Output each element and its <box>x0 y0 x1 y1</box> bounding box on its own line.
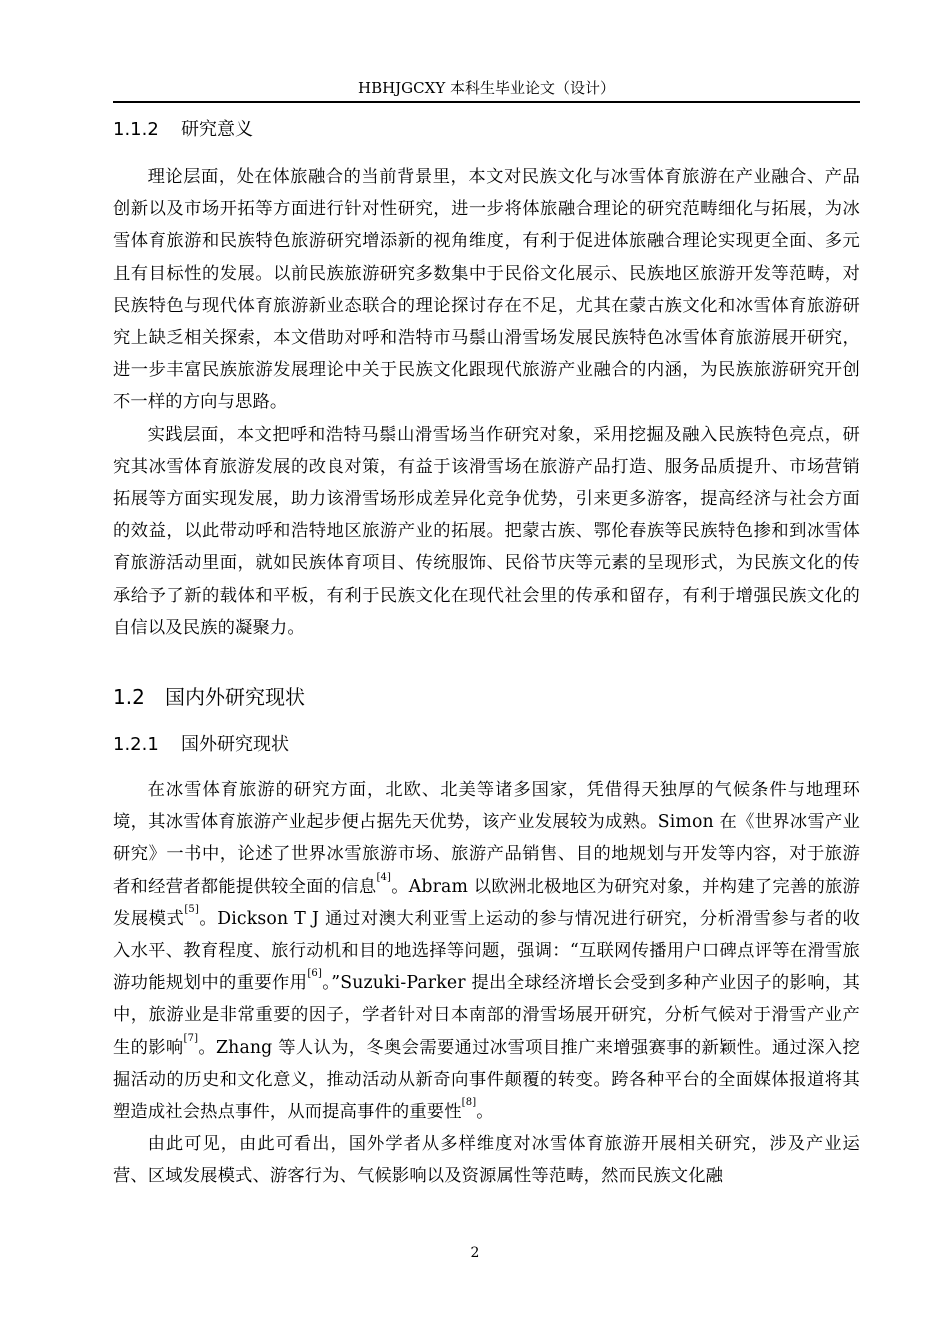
section-heading-1-2-1 <box>113 731 860 759</box>
text-run: 。Zhang 等人认为，冬奥会需要通过冰雪项目推广来增强赛事的新颖性。通过深入挖掘活动的历史和文化意义，推动活动从新奇向事件颠覆的转变。跨各种平台的全面媒体报道将其塑造成社会热点事件，从而提高事件的重要性 <box>113 1037 860 1123</box>
section-title: 国外研究现状 <box>181 734 289 756</box>
page-header: HBHJGCXY 本科生毕业论文（设计） <box>357 79 615 97</box>
citation: [4] <box>376 871 392 883</box>
paragraph: 由此可见，由此可看出，国外学者从多样维度对冰雪体育旅游开展相关研究，涉及产业运营、区域发展模式、游客行为、气候影响以及资源属性等范畴，然而民族文化融 <box>113 1134 860 1187</box>
citation: [7] <box>183 1032 199 1044</box>
text-run: 。Dickson T J 通过对澳大利亚雪上运动的参与情况进行研究，分析滑雪参与者的收入水平、教育程度、旅行动机和目的地选择等问题，强调：“互联网传播用户口碑点评等在滑雪旅游功能规划中的重要作用 <box>113 908 860 994</box>
header-rule <box>113 101 860 103</box>
text-run: 。”Suzuki-Parker 提出全球经济增长会受到多种产业因子的影响，其中，旅游业是非常重要的因子，学者针对日本南部的滑雪场展开研究，分析气候对于滑雪产业产生的影响 <box>113 973 860 1058</box>
citation: [6] <box>307 968 322 980</box>
paragraph <box>113 774 860 1128</box>
citation: [5] <box>184 903 199 915</box>
section-title: 国内外研究现状 <box>165 685 305 710</box>
section-heading-1-2 <box>113 682 860 712</box>
section-heading-1-1-2 <box>113 116 860 144</box>
section-title: 研究意义 <box>181 119 253 140</box>
section-number: 1.2.1 <box>113 734 159 756</box>
paragraph: 理论层面，处在体旅融合的当前背景里，本文对民族文化与冰雪体育旅游在产业融合、产品创新以及市场开拓等方面进行针对性研究，进一步将体旅融合理论的研究范畴细化与拓展，为冰雪体育旅游和民族特色旅游研究增添新的视角维度，有利于促进体旅融合理论实现更全面、多元且有目标性的发展。以前民族旅游研究多数集中于民俗文化展示、民族地区旅游开发等范畴，对民族特色与现代体育旅游新业态联合的理论探讨存在不足，尤其在蒙古族文化和冰雪体育旅游研究上缺乏相关探索，本文借助对呼和浩特市马鬃山滑雪场发展民族特色冰雪体育旅游展开研究，进一步丰富民族旅游发展理论中关于民族文化跟现代旅游产业融合的内涵，为民族旅游研究开创不一样的方向与思路。 <box>113 167 860 413</box>
citation: [8] <box>461 1097 477 1109</box>
page-number: 2 <box>470 1245 480 1261</box>
text-run: 。Abram 以欧洲北极地区为研究对象，并构建了完善的旅游发展模式 <box>113 876 860 929</box>
section-number: 1.2 <box>113 685 145 710</box>
text-run: 在冰雪体育旅游的研究方面，北欧、北美等诸多国家，凭借得天独厚的气候条件与地理环境，其冰雪体育旅游产业起步便占据先天优势，该产业发展较为成熟。Simon 在《世界冰雪产业研究》一书中，论述了世界冰雪旅游市场、旅游产品销售、目的地规划与开发等内容，对于旅游者和经营者都能提供较全面的信息 <box>113 780 860 897</box>
paragraph: 实践层面，本文把呼和浩特马鬃山滑雪场当作研究对象，采用挖掘及融入民族特色亮点，研究其冰雪体育旅游发展的改良对策，有益于该滑雪场在旅游产品打造、服务品质提升、市场营销拓展等方面实现发展，助力该滑雪场形成差异化竞争优势，引来更多游客，提高经济与社会方面的效益，以此带动呼和浩特地区旅游产业的拓展。把蒙古族、鄂伦春族等民族特色掺和到冰雪体育旅游活动里面，就如民族体育项目、传统服饰、民俗节庆等元素的呈现形式，为民族文化的传承给予了新的载体和平板，有利于民族文化在现代社会里的传承和留存，有利于增强民族文化的自信以及民族的凝聚力。 <box>113 424 860 638</box>
section-number: 1.1.2 <box>113 119 159 140</box>
page-content <box>113 112 860 1193</box>
text-run: 。 <box>476 1102 494 1123</box>
